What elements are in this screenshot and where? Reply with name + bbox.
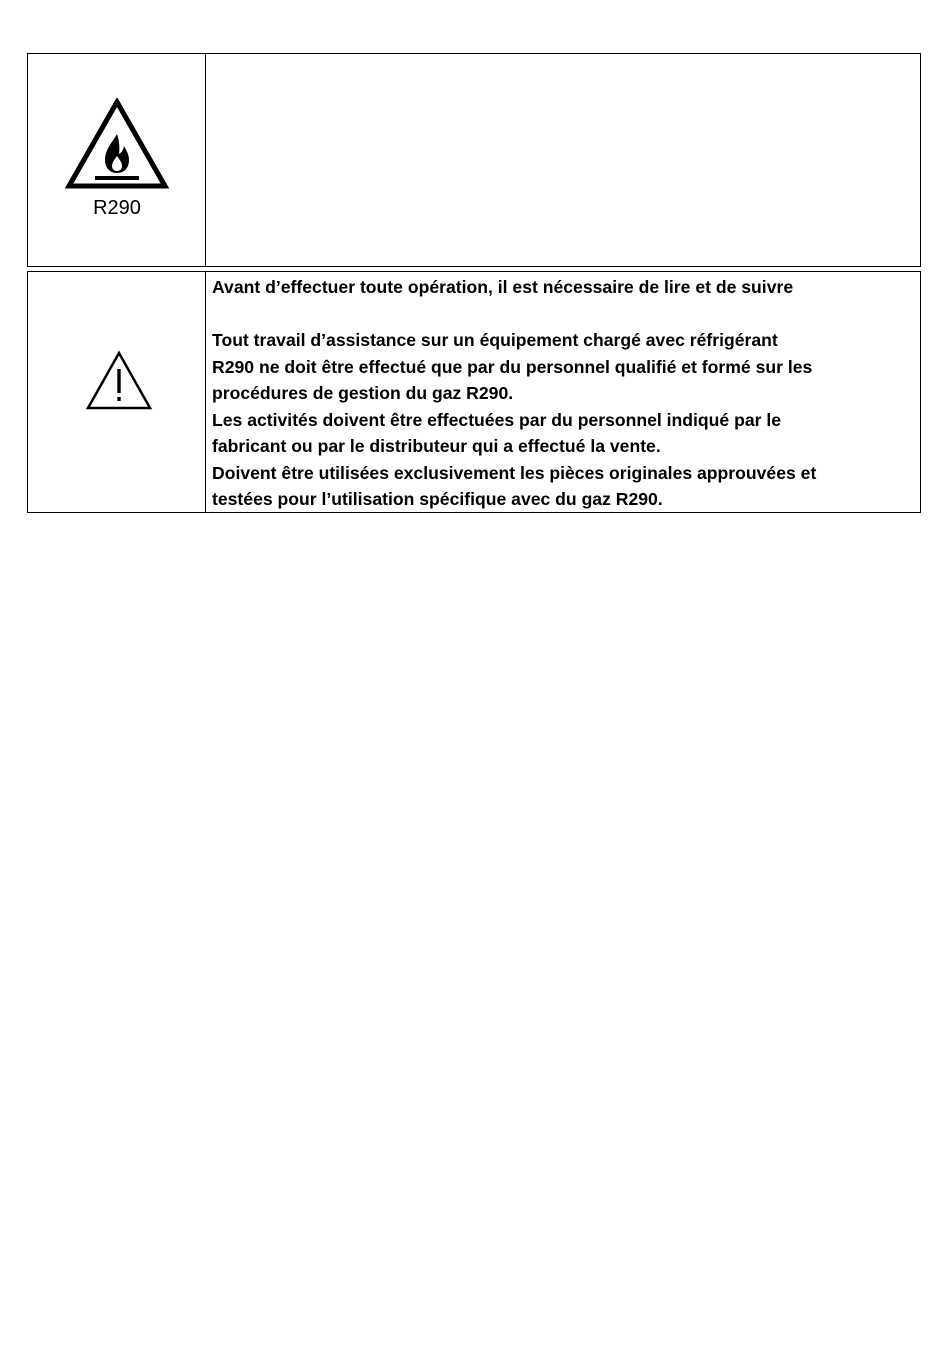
general-warning-icon	[85, 350, 153, 412]
refrigerant-label: R290	[93, 197, 141, 219]
icon-cell-flammable	[28, 54, 206, 266]
instruction-line: Doivent être utilisées exclusivement les pièces originales approuvées et	[212, 462, 817, 483]
instruction-line: R290 ne doit être effectué que par du personnel qualifié et formé sur les	[212, 356, 813, 377]
instruction-line: fabricant ou par le distributeur qui a effectué la vente.	[212, 436, 661, 456]
safety-table-row-warning	[27, 271, 921, 513]
flammable-warning-icon	[65, 98, 169, 190]
icon-cell-warning	[28, 272, 206, 512]
instructions-text	[212, 274, 910, 513]
instruction-line: Les activités doivent être effectuées par du personnel indiqué par le	[212, 409, 782, 430]
paragraph-spacer	[212, 301, 910, 328]
text-cell-instructions	[206, 272, 920, 512]
safety-table-row-flammable	[27, 53, 921, 267]
instruction-line: procédures de gestion du gaz R290.	[212, 383, 514, 403]
intro-line: Avant d’effectuer toute opération, il est nécessaire de lire et de suivre	[212, 277, 794, 297]
text-cell-empty	[206, 54, 920, 266]
instruction-line: testées pour l’utilisation spécifique avec du gaz R290.	[212, 489, 663, 509]
instruction-line: Tout travail d’assistance sur un équipement chargé avec réfrigérant	[212, 330, 778, 350]
